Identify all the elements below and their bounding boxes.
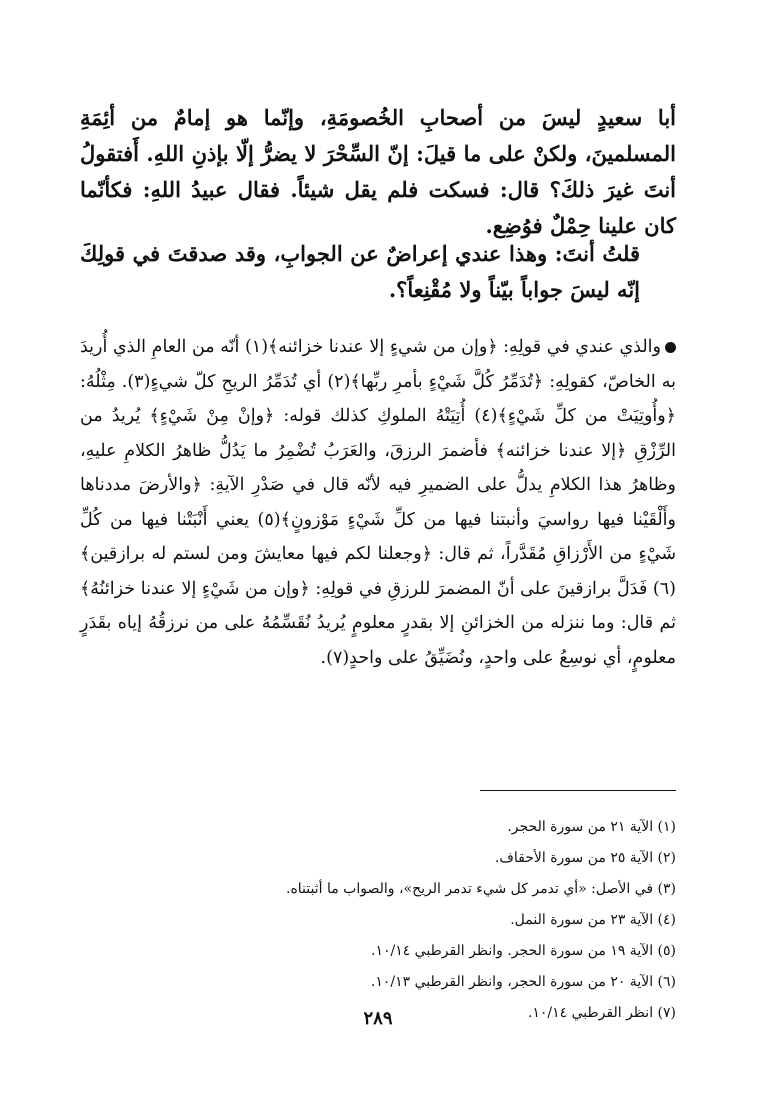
footnote-item: (٧) انظر القرطبي ١٠/١٤. (527, 1005, 676, 1021)
bullet-icon (665, 342, 676, 353)
footnote-item: (٤) الآية ٢٣ من سورة النمل. (510, 912, 676, 928)
footnote-divider (480, 790, 676, 791)
body-paragraph: والذي عندي في قولِهِ: ﴿وإن من شيءٍ إلا عندنا خزائنه﴾(١) أنّه من العامِ الذي أُريدَ به الخاصّ، كقولِهِ: ﴿تُدَمِّرُ كُلَّ شَيْءٍ بأمرِ ربِّها﴾(٢) أي تُدَمِّرُ الريحِ كلّ شيءٍ(٣). مِثْلُهُ: ﴿وأُوتِيَتْ من كلِّ شَيْءٍ﴾(٤) أُتِيَتْهُ الملوكِ كذلك قوله: ﴿وإنْ مِنْ شَيْءٍ﴾ يُريدُ من الرِّزْقِ ﴿إلا عندنا خزائنه﴾ فأضمرَ الرزقَ، والعَرَبُ تُضْمِرُ ما يَدُلُّ ظاهرُ الكلامِ عليهِ، وظاهرُ هذا الكلامِ يدلُّ على الضميرِ فيه لأنّه قال في صَدْرِ الآيةِ: ﴿والأرضَ مددناها وأَلْقَيْنا فيها رواسيَ وأنبتنا فيها من كلِّ شَيْءٍ مَوْزونٍ﴾(٥) يعني أَنْبَتْنا فيها من كُلِّ شَيْءٍ من الأَرْزاقِ مُقَدَّراً، ثم قال: ﴿وجعلنا لكم فيها معايشَ ومن لستم له برازقين﴾(٦) فَدَلَّ برازقينَ على أنّ المضمرَ للرزقِ في قولِهِ: ﴿وإن من شَيْءٍ إلا عندنا خزائنُهُ﴾ ثم قال: وما ننزله من الخزائنِ إلا بقدرٍ معلومٍ يُريدُ نُقَسِّمُهُ على من نرزقُهُ إياه بقَدَرٍ معلومٍ، أي نوسِعُ على واحدٍ، ونُضَيِّقُ على واحدٍ(٧). (80, 337, 677, 668)
main-body-text (80, 330, 676, 675)
footnote-item: (٦) الآية ٢٠ من سورة الحجر، وانظر القرطبي ١٠/١٣. (370, 974, 676, 990)
footnotes-list (80, 812, 676, 1029)
bold-paragraph-2: قلتُ أنتَ: وهذا عندي إعراضٌ عن الجوابِ، وقد صدقتَ في قولِكَ إنّه ليسَ جواباً بيّناً ولا مُقْنِعاً؟. (80, 241, 640, 302)
footnote-item: (٢) الآية ٢٥ من سورة الأحقاف. (494, 850, 676, 866)
page-number: ٢٨٩ (363, 1008, 393, 1029)
footnote-item: (٥) الآية ١٩ من سورة الحجر. وانظر القرطبي ١٠/١٤. (370, 943, 676, 959)
footnote-item: (٣) في الأصل: «أي تدمر كل شيء تدمر الريح»، والصواب ما أثبتناه. (286, 881, 676, 897)
footnote-item: (١) الآية ٢١ من سورة الحجر. (507, 819, 676, 835)
book-page (80, 0, 676, 1110)
bold-paragraph-1: أبا سعيدٍ ليسَ من أصحابِ الخُصومَةِ، وإنّما هو إمامٌ من أئِمَةِ المسلمينَ، ولكنْ على ما قيلَ: إنّ السِّحْرَ لا يضرُّ إلّا بإذنِ اللهِ. أَفتقولُ أنتَ غيرَ ذلكَ؟ قال: فسكت فلم يقل شيئاً. فقال عبيدُ اللهِ: فكأنّما كان علينا حِمْلٌ فوُضِع. (80, 105, 676, 238)
